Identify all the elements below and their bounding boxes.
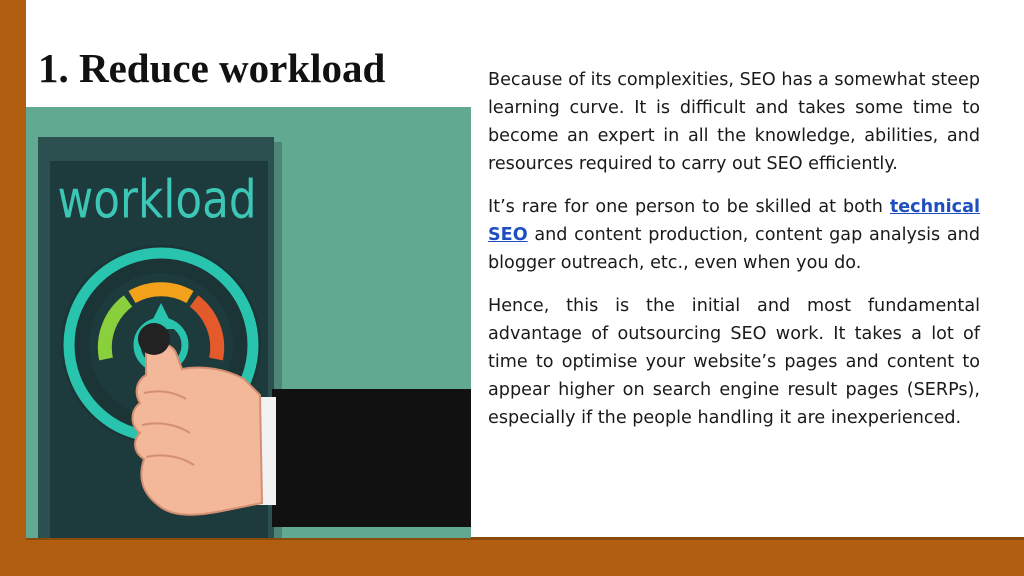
- paragraph-2-lead: It’s rare for one person to be skilled at both: [488, 197, 890, 217]
- paragraph-3: Hence, this is the initial and most fundamental advantage of outsourcing SEO work. It takes a lot of time to optimise your website’s pages and content to appear higher on search engine result pages (SERPs), especially if the people handling it are inexperienced.: [488, 296, 980, 428]
- paragraph-1: Because of its complexities, SEO has a somewhat steep learning curve. It is difficult and takes some time to become an expert in all the knowledge, abilities, and resources required to carry out SEO efficiently.: [488, 70, 980, 174]
- paragraph-2: [488, 193, 980, 277]
- technical-seo-link[interactable]: technical SEO: [488, 197, 980, 245]
- slide-title: 1. Reduce workload: [38, 45, 386, 91]
- paragraph-2-rest: and content production, content gap analysis and blogger outreach, etc., even when you do.: [488, 225, 980, 273]
- board-word: workload: [57, 169, 257, 231]
- body-text: [488, 66, 980, 447]
- left-frame-bar: [0, 0, 26, 576]
- workload-illustration: [26, 107, 471, 538]
- bottom-frame-bar: [0, 540, 1024, 576]
